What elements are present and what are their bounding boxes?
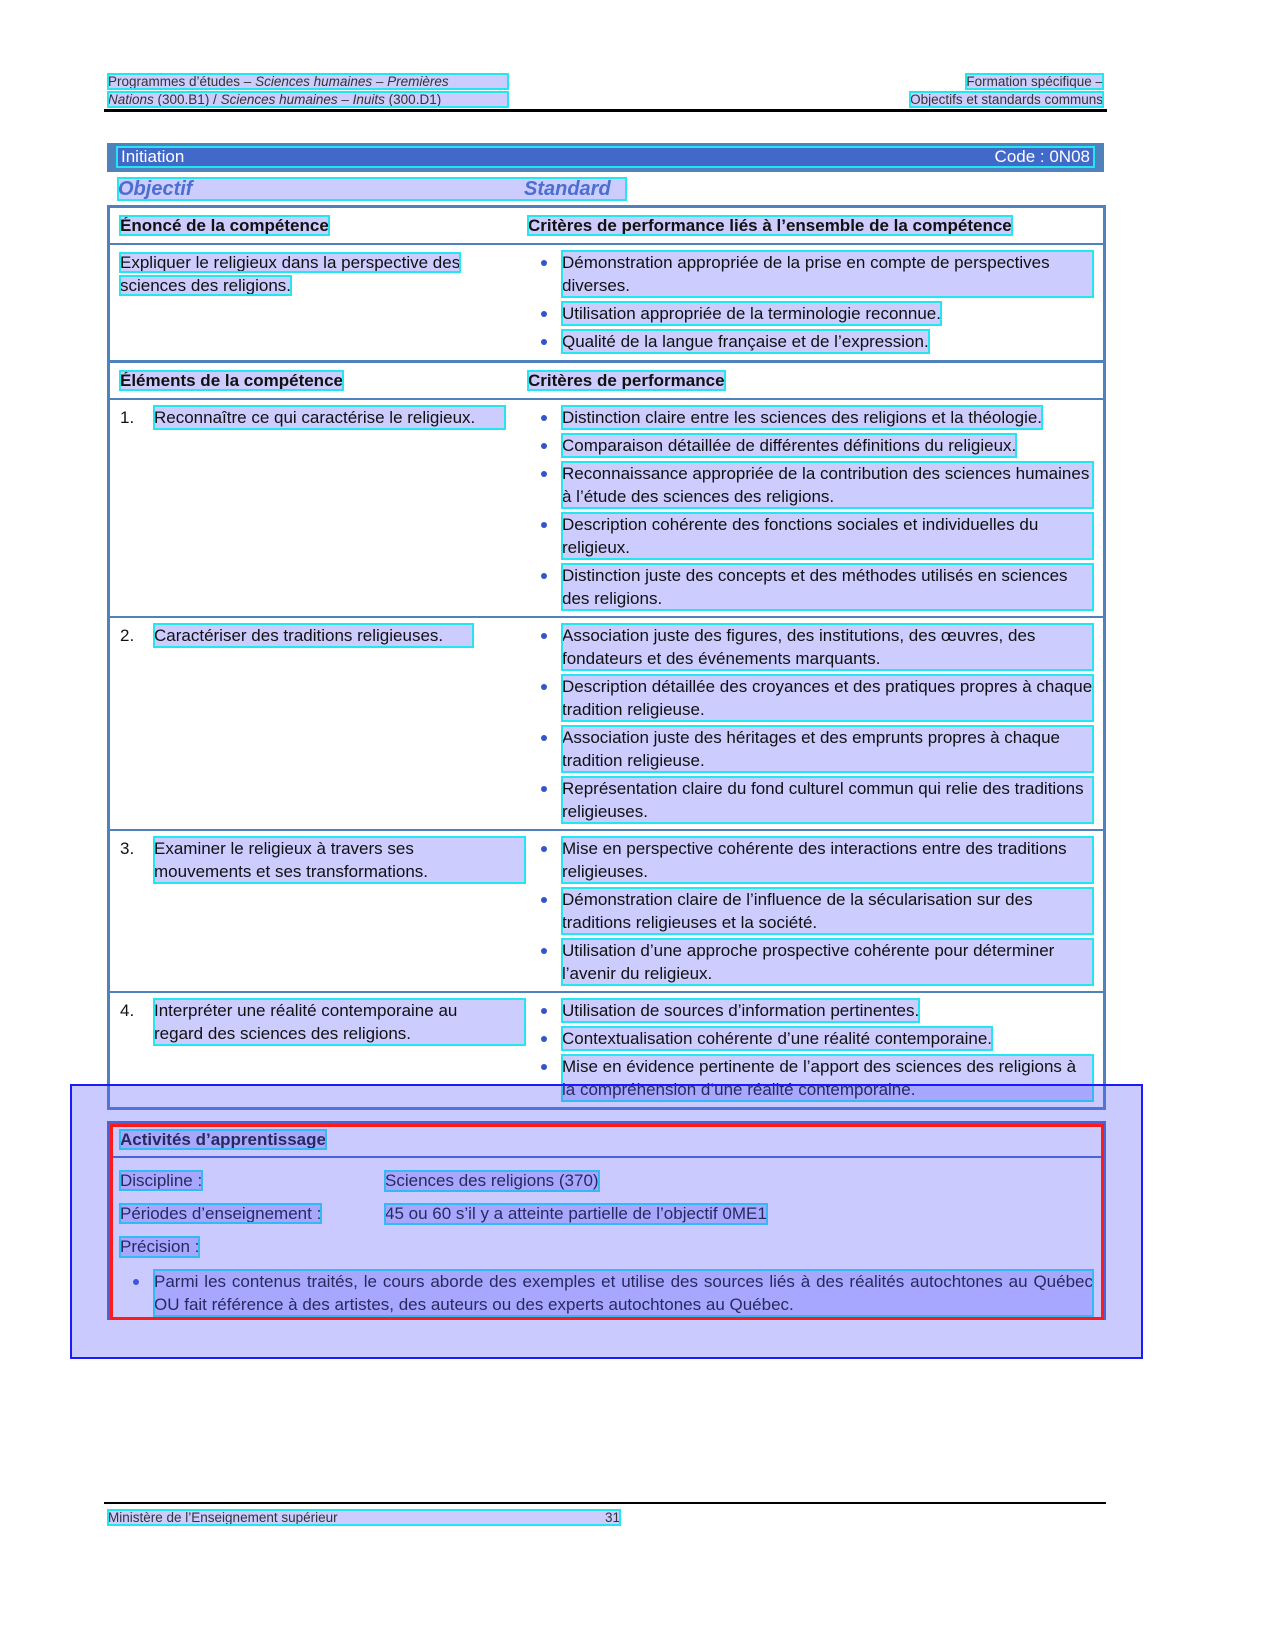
header-right-text: Objectifs et standards communs: [910, 92, 1103, 107]
header-rule: [104, 109, 1107, 112]
competence-statement: Expliquer le religieux dans la perspective des sciences des religions.: [120, 253, 461, 295]
title-bar: [107, 143, 1104, 172]
criterion-text: Comparaison détaillée de différentes définitions du religieux.: [562, 436, 1017, 455]
running-header-line1: [108, 74, 1103, 89]
header-text: (300.B1) /: [153, 92, 221, 107]
course-code: Code : 0N08: [994, 147, 1090, 166]
bullet-icon: [528, 888, 562, 934]
criterion-item: [528, 777, 1093, 823]
criterion-text: Contextualisation cohérente d’une réalité contemporaine.: [562, 1029, 992, 1048]
element-row: [110, 829, 1103, 991]
objectif-label: Objectif: [118, 178, 193, 200]
column-header: Énoncé de la compétence: [120, 216, 329, 235]
criterion-item: [528, 726, 1093, 772]
competence-header-row: [110, 208, 1103, 243]
element-text: Reconnaître ce qui caractérise le religieux.: [154, 406, 505, 429]
competence-table: [107, 205, 1106, 366]
element-number: 4.: [120, 1001, 135, 1020]
footer-rule: [104, 1502, 1106, 1504]
criterion-item: [528, 624, 1093, 670]
elements-table: [107, 360, 1106, 1110]
bullet-icon: [528, 999, 562, 1022]
criterion-text: Distinction claire entre les sciences des religions et la théologie.: [562, 408, 1043, 427]
criterion-item: [528, 1027, 1093, 1050]
bullet-icon: [528, 406, 562, 429]
footer-ministry: Ministère de l’Enseignement supérieur: [108, 1510, 338, 1525]
header-text: Programmes d’études –: [108, 74, 256, 89]
column-header: Critères de performance liés à l’ensemble de la compétence: [528, 216, 1012, 235]
criterion-text: Mise en perspective cohérente des interactions entre des traditions religieuses.: [562, 837, 1093, 883]
criterion-item: [528, 330, 1093, 353]
bullet-icon: [528, 1027, 562, 1050]
course-title: Initiation: [121, 147, 185, 166]
criterion-item: [528, 675, 1093, 721]
standard-label: Standard: [524, 178, 611, 200]
element-text: Examiner le religieux à travers ses mouvements et ses transformations.: [154, 837, 525, 883]
competence-row: [110, 243, 1103, 363]
element-text: Caractériser des traditions religieuses.: [154, 624, 473, 647]
bullet-icon: [528, 624, 562, 670]
criterion-text: Description cohérente des fonctions sociales et individuelles du religieux.: [562, 513, 1093, 559]
element-row: [110, 991, 1103, 1107]
column-header: Critères de performance: [528, 371, 725, 390]
criterion-text: Utilisation de sources d’information pertinentes.: [562, 1001, 920, 1020]
header-text: (300.D1): [384, 92, 442, 107]
element-number: 1.: [120, 408, 135, 427]
criterion-item: [528, 1055, 1093, 1101]
header-text: Nations: [108, 92, 154, 107]
criterion-text: Démonstration claire de l’influence de la sécularisation sur des traditions religieuses et la société.: [562, 888, 1093, 934]
element-row: [110, 616, 1103, 829]
bullet-icon: [120, 1270, 154, 1316]
activities-title: Activités d’apprentissage: [120, 1130, 326, 1149]
criterion-item: [528, 462, 1093, 508]
header-text-italic: Sciences humaines – Inuits: [220, 92, 385, 107]
element-row: [110, 398, 1103, 616]
bullet-icon: [528, 1055, 562, 1101]
discipline-value: Sciences des religions (370): [385, 1171, 599, 1190]
bullet-icon: [528, 726, 562, 772]
criterion-text: Description détaillée des croyances et des pratiques propres à chaque tradition religieuse.: [562, 677, 1093, 719]
bullet-icon: [528, 675, 562, 721]
criterion-text: Association juste des héritages et des emprunts propres à chaque tradition religieuse.: [562, 726, 1093, 772]
bullet-icon: [528, 837, 562, 883]
elements-header-row: [110, 363, 1103, 398]
header-text-italic: Sciences humaines – Premières: [255, 74, 449, 89]
bullet-icon: [528, 302, 562, 325]
bullet-icon: [528, 513, 562, 559]
criterion-item: [528, 513, 1093, 559]
criterion-text: Utilisation appropriée de la terminologie reconnue.: [562, 304, 941, 323]
precision-label: Précision :: [120, 1237, 200, 1256]
criterion-text: Démonstration appropriée de la prise en compte de perspectives diverses.: [562, 251, 1093, 297]
bullet-icon: [528, 462, 562, 508]
column-header: Éléments de la compétence: [120, 371, 343, 390]
learning-activities-box: [107, 1121, 1106, 1320]
criterion-item: [528, 434, 1093, 457]
element-number: 2.: [120, 626, 135, 645]
periods-value: 45 ou 60 s’il y a atteinte partielle de l’objectif 0ME1: [385, 1204, 767, 1223]
objective-standard-labels: [118, 178, 626, 200]
element-number: 3.: [120, 839, 135, 858]
criterion-text: Qualité de la langue française et de l’expression.: [562, 332, 929, 351]
criterion-item: [528, 999, 1093, 1022]
footer: [108, 1510, 620, 1525]
periods-label: Périodes d’enseignement :: [120, 1204, 322, 1223]
criterion-item: [528, 564, 1093, 610]
bullet-icon: [528, 330, 562, 353]
criterion-item: [528, 939, 1093, 985]
criterion-text: Reconnaissance appropriée de la contribution des sciences humaines à l’étude des sciences des religions.: [562, 462, 1093, 508]
bullet-icon: [528, 434, 562, 457]
criterion-text: Représentation claire du fond culturel commun qui relie des traditions religieuses.: [562, 777, 1093, 823]
criterion-text: Distinction juste des concepts et des méthodes utilisés en sciences des religions.: [562, 564, 1093, 610]
criterion-text: Association juste des figures, des institutions, des œuvres, des fondateurs et des événements marquants.: [562, 624, 1093, 670]
element-text: Interpréter une réalité contemporaine au regard des sciences des religions.: [154, 999, 525, 1045]
bullet-icon: [528, 251, 562, 297]
discipline-label: Discipline :: [120, 1171, 203, 1190]
page-number: 31: [604, 1510, 620, 1525]
criterion-item: [528, 251, 1093, 297]
criterion-item: [528, 837, 1093, 883]
criterion-text: Mise en évidence pertinente de l’apport des sciences des religions à la compréhension d’une réalité contemporaine.: [562, 1055, 1093, 1101]
criterion-item: [528, 888, 1093, 934]
bullet-icon: [528, 564, 562, 610]
criterion-item: [528, 406, 1093, 429]
precision-text: Parmi les contenus traités, le cours aborde des exemples et utilise des sources liés à des réalités autochtones au Québec OU fait référence à des artistes, des auteurs ou des experts autochtones au Québec.: [154, 1272, 1093, 1314]
header-right-text: Formation spécifique –: [966, 74, 1103, 89]
bullet-icon: [528, 777, 562, 823]
criterion-text: Utilisation d’une approche prospective cohérente pour déterminer l’avenir du religieux.: [562, 939, 1093, 985]
running-header-line2: [108, 92, 1103, 107]
bullet-icon: [528, 939, 562, 985]
criterion-item: [528, 302, 1093, 325]
